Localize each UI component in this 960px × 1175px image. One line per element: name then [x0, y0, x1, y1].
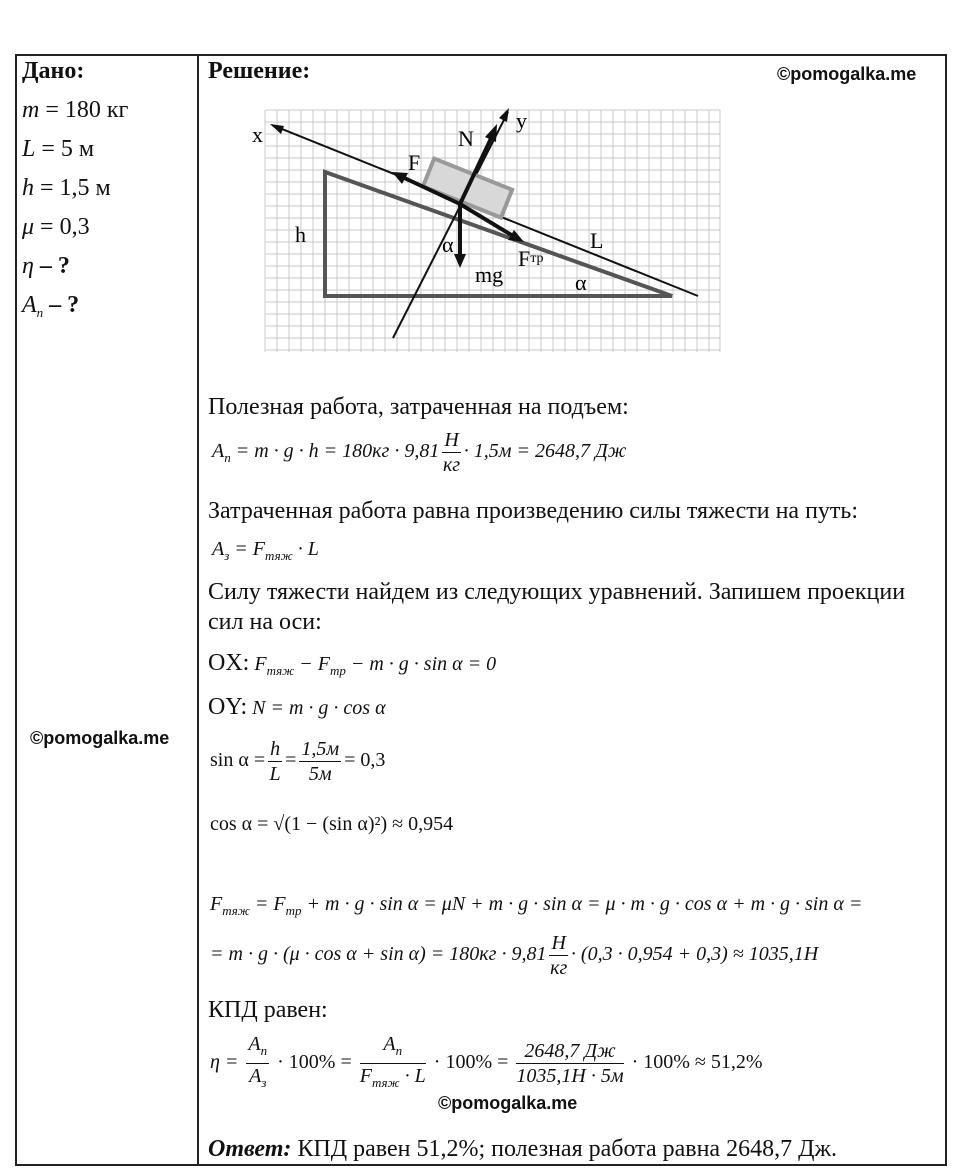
- solution-header: Решение:: [208, 58, 311, 84]
- text-useful-work: Полезная работа, затраченная на подъем:: [208, 394, 629, 420]
- eq-useful-work: $A_п = m \cdot g \cdot h = 180кг \cdot 9,81$ $\frac{Н}{кг}$ · 1,5м = 2648,7 Дж: [212, 429, 627, 476]
- answer: [208, 1136, 837, 1163]
- label-alpha-bottom: α: [575, 270, 587, 295]
- answer-label: Ответ:: [208, 1136, 292, 1162]
- eq-force-line2: = m · g · (μ · cos α + sin α) = 180кг · 9,81 $\frac{Н}{кг}$ · (0,3 · 0,954 + 0,3) ≈ 1035,1Н: [210, 932, 819, 979]
- label-L: L: [590, 228, 604, 253]
- given-column: [22, 58, 192, 325]
- label-y: y: [516, 108, 527, 133]
- watermark-bottom: ©pomogalka.me: [438, 1093, 578, 1113]
- label-alpha-top: α: [442, 232, 454, 257]
- column-divider: [197, 54, 199, 1166]
- eq-oy: OY: N = m · g · cos α: [208, 694, 386, 720]
- given-height: h = 1,5 м: [22, 175, 111, 201]
- label-x: x: [252, 122, 263, 147]
- text-projections: Силу тяжести найдем из следующих уравнений. Запишем проекции сил на оси:: [208, 579, 906, 635]
- label-F: F: [408, 150, 421, 175]
- given-length: L = 5 м: [22, 136, 95, 162]
- watermark-top: ©pomogalka.me: [777, 64, 917, 84]
- given-work-unknown: $A_п$ – ?: [22, 292, 80, 320]
- eq-cos: cos α = √(1 − (sin α)²) ≈ 0,954: [210, 813, 454, 835]
- text-spent-work: Затраченная работа равна произведению силы тяжести на путь:: [208, 498, 859, 524]
- eq-spent-work: $A_з = F_{тяж} \cdot L$: [212, 538, 319, 563]
- eq-sin: sin α = $\frac{h}{L}$ = $\frac{1,5м}{5м}$ = 0,3: [210, 738, 386, 785]
- eq-efficiency: η = $\frac{A_п}{A_з}$ · 100% = $\frac{A_п}{F_{тяж} \cdot L}$ · 100% = $\frac{2648,7 Дж}{1035,1Н \cdot 5м}$ · 100% ≈ 51,2%: [210, 1033, 763, 1090]
- watermark-left: ©pomogalka.me: [30, 728, 170, 748]
- label-mg: mg: [475, 262, 504, 287]
- given-efficiency-unknown: η – ?: [22, 253, 70, 279]
- text-efficiency: КПД равен:: [208, 997, 328, 1023]
- eq-ox: OX: $F_{тяж} - F_{тр} - m \cdot g \cdot \sin \alpha = 0$: [208, 650, 497, 678]
- label-N: N: [458, 126, 474, 151]
- label-Ftr: Fтр: [518, 246, 544, 271]
- given-mass: m = 180 кг: [22, 97, 129, 123]
- given-header: Дано:: [22, 58, 85, 84]
- incline-diagram: [240, 100, 730, 360]
- given-friction: μ = 0,3: [22, 214, 90, 240]
- answer-text: КПД равен 51,2%; полезная работа равна 2648,7 Дж.: [297, 1136, 838, 1162]
- eq-force-line1: $F_{тяж} = F_{тр} + m \cdot g \cdot \sin \alpha = \mu N + m \cdot g \cdot \sin \alpha = \mu \cdot m \cdot g \cdot \cos \alpha + m \cdot g \cdot \sin \alpha$ =: [210, 893, 863, 918]
- label-h: h: [295, 222, 306, 247]
